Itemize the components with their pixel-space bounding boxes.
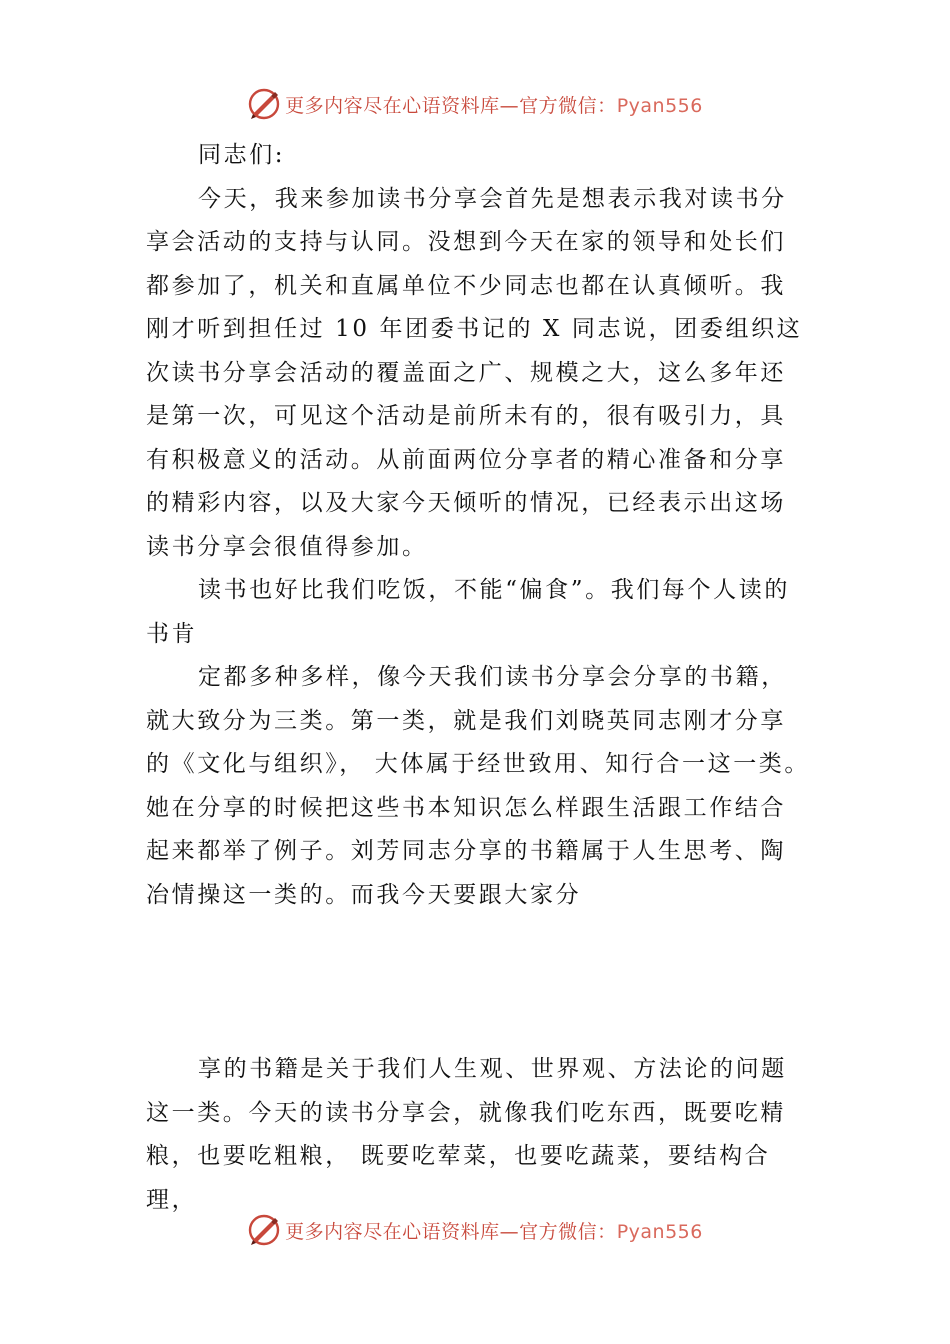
pen-logo-icon bbox=[247, 87, 281, 121]
header-wechat-account: Pyan556 bbox=[616, 94, 703, 117]
paragraph-1: 今天，我来参加读书分享会首先是想表示我对读书分享会活动的支持与认同。没想到今天在家的领导和处长们都参加了，机关和直属单位不少同志也都在认真倾听。我刚才听到担任过 10 年团委书记的 X 同志说，团委组织这次读书分享会活动的覆盖面之广、规模之大，这么多年还是第一次，可见这个活动是前所未有的，很有吸引力，具有积极意义的活动。从前面两位分享者的精心准备和分享的精彩内容，以及大家今天倾听的情况，已经表示出这场读书分享会很值得参加。 bbox=[146, 185, 803, 560]
header-dash: — bbox=[499, 94, 520, 117]
header-text bbox=[285, 91, 703, 118]
paragraph-2: 读书也好比我们吃饭，不能“偏食”。我们每个人读的书肯 bbox=[146, 577, 790, 647]
document-body bbox=[146, 134, 810, 1222]
footer-brand: 更多内容尽在心语资料库 bbox=[285, 1220, 500, 1243]
header-banner bbox=[0, 84, 950, 124]
page-gap bbox=[146, 917, 810, 1048]
footer-wechat-label: 官方微信： bbox=[519, 1220, 617, 1243]
header-brand: 更多内容尽在心语资料库 bbox=[285, 94, 500, 117]
footer-banner bbox=[0, 1210, 950, 1250]
header-wechat-label: 官方微信： bbox=[519, 94, 617, 117]
footer-wechat-account: Pyan556 bbox=[616, 1220, 703, 1243]
footer-dash: — bbox=[499, 1220, 520, 1243]
salutation: 同志们: bbox=[198, 142, 286, 168]
footer-text bbox=[285, 1217, 703, 1244]
paragraph-3: 定都多种多样，像今天我们读书分享会分享的书籍，就大致分为三类。第一类，就是我们刘晓英同志刚才分享的《文化与组织》， 大体属于经世致用、知行合一这一类。她在分享的时候把这些书本知识怎么样跟生活跟工作结合起来都举了例子。刘芳同志分享的书籍属于人生思考、陶冶情操这一类的。而我今天要跟大家分 bbox=[146, 664, 811, 908]
pen-logo-icon bbox=[247, 1213, 281, 1247]
paragraph-4: 享的书籍是关于我们人生观、世界观、方法论的问题这一类。今天的读书分享会，就像我们吃东西，既要吃精粮，也要吃粗粮， 既要吃荤菜，也要吃蔬菜，要结构合理， bbox=[146, 1056, 787, 1213]
